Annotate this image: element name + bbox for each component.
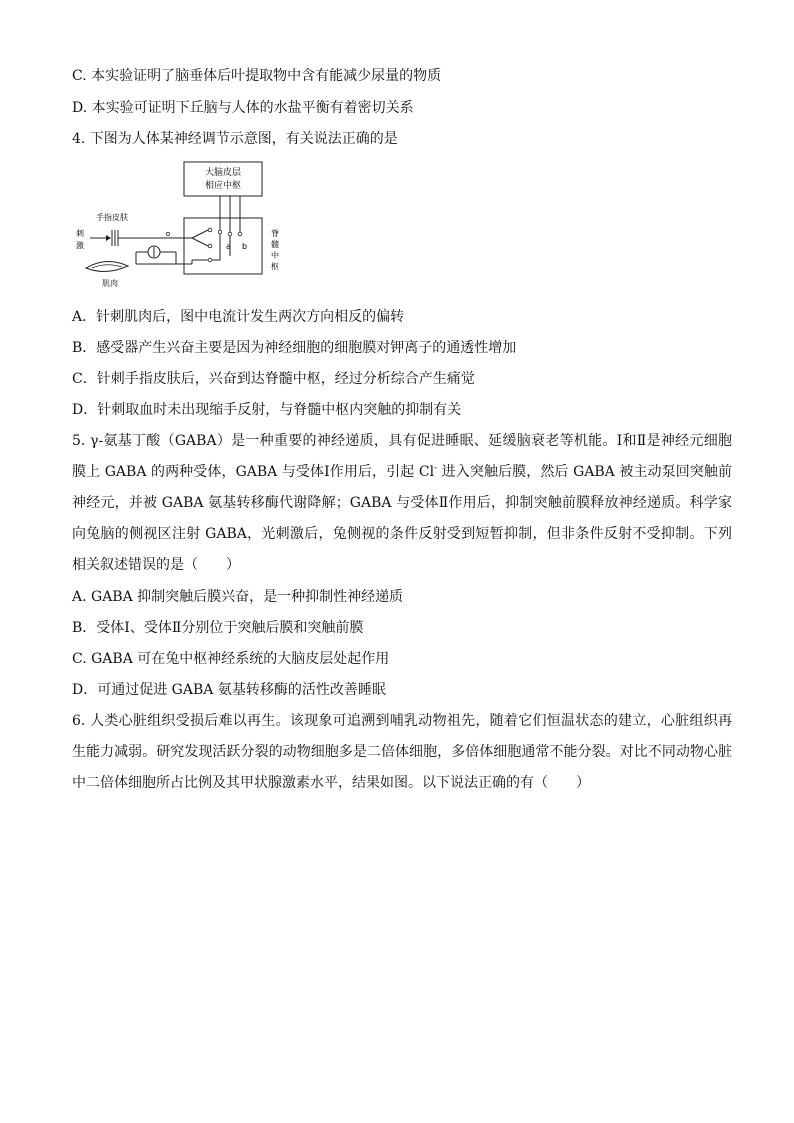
- q4-option-a: A．针刺肌肉后，图中电流计发生两次方向相反的偏转: [72, 309, 405, 325]
- q5-option-a: A. GABA 抑制突触后膜兴奋，是一种抑制性神经递质: [72, 589, 404, 605]
- spine-label-1: 脊: [271, 229, 279, 238]
- label-b: b: [242, 242, 248, 251]
- q3-option-d: D. 本实验可证明下丘脑与人体的水盐平衡有着密切关系: [72, 100, 414, 116]
- q5-option-b: B．受体Ⅰ、受体Ⅱ分别位于突触后膜和突触前膜: [72, 620, 364, 636]
- label-a: a: [226, 242, 231, 251]
- q6-stem: 6. 人类心脏组织受损后难以再生。该现象可追溯到哺乳动物祖先，随着它们恒温状态的建立，心脏组织再生能力减弱。研究发现活跃分裂的动物细胞多是二倍体细胞，多倍体细胞通常不能分裂。对比不同动物心脏中二倍体细胞所占比例及其甲状腺激素水平，结果如图。以下说法正确的有（ ）: [72, 713, 732, 791]
- q4-stem: 4. 下图为人体某神经调节示意图，有关说法正确的是: [72, 131, 398, 147]
- cortex-label-2: 相应中枢: [204, 181, 242, 191]
- stimulus-label-1: 刺: [76, 229, 84, 238]
- muscle-label: 肌肉: [102, 279, 118, 288]
- q4-option-b: B．感受器产生兴奋主要是因为神经细胞的细胞膜对钾离子的通透性增加: [72, 340, 517, 356]
- spine-label-2: 髓: [271, 240, 279, 249]
- spine-label-3: 中: [271, 251, 279, 260]
- nerve-regulation-diagram: [72, 160, 292, 290]
- q5-stem: [72, 426, 732, 581]
- q4-option-c: C．针刺手指皮肤后，兴奋到达脊髓中枢，经过分析综合产生痛觉: [72, 371, 475, 387]
- q5-option-d: D．可通过促进 GABA 氨基转移酶的活性改善睡眠: [72, 682, 386, 698]
- q5-option-c: C. GABA 可在兔中枢神经系统的大脑皮层处起作用: [72, 651, 390, 667]
- chloride-superscript: -: [434, 463, 438, 474]
- q4-option-d: D．针刺取血时未出现缩手反射，与脊髓中枢内突触的抑制有关: [72, 402, 462, 418]
- q5-stem-part2: 进入突触后膜，然后 GABA 被主动泵回突触前神经元，并被 GABA 氨基转移酶代谢降解；GABA 与受体Ⅱ作用后，抑制突触前膜释放神经递质。科学家向兔脑的侧视区注射 GABA，光刺激后，兔侧视的条件反射受到短暂抑制，但非条件反射不受抑制。下列相关叙述错误的是（ ）: [72, 464, 733, 573]
- cortex-label-1: 大脑皮层: [204, 168, 242, 178]
- spine-label-4: 枢: [271, 262, 279, 271]
- q5-stem-part1: 5. γ-氨基丁酸（GABA）是一种重要的神经递质，具有促进睡眠、延缓脑衰老等机能。Ⅰ和Ⅱ是神经元细胞膜上 GABA 的两种受体，GABA 与受体Ⅰ作用后，引起 Cl: [72, 433, 732, 480]
- stimulus-label-2: 激: [76, 241, 84, 250]
- q3-option-c: C. 本实验证明了脑垂体后叶提取物中含有能减少尿量的物质: [72, 68, 442, 84]
- skin-label: 手指皮肤: [96, 213, 128, 222]
